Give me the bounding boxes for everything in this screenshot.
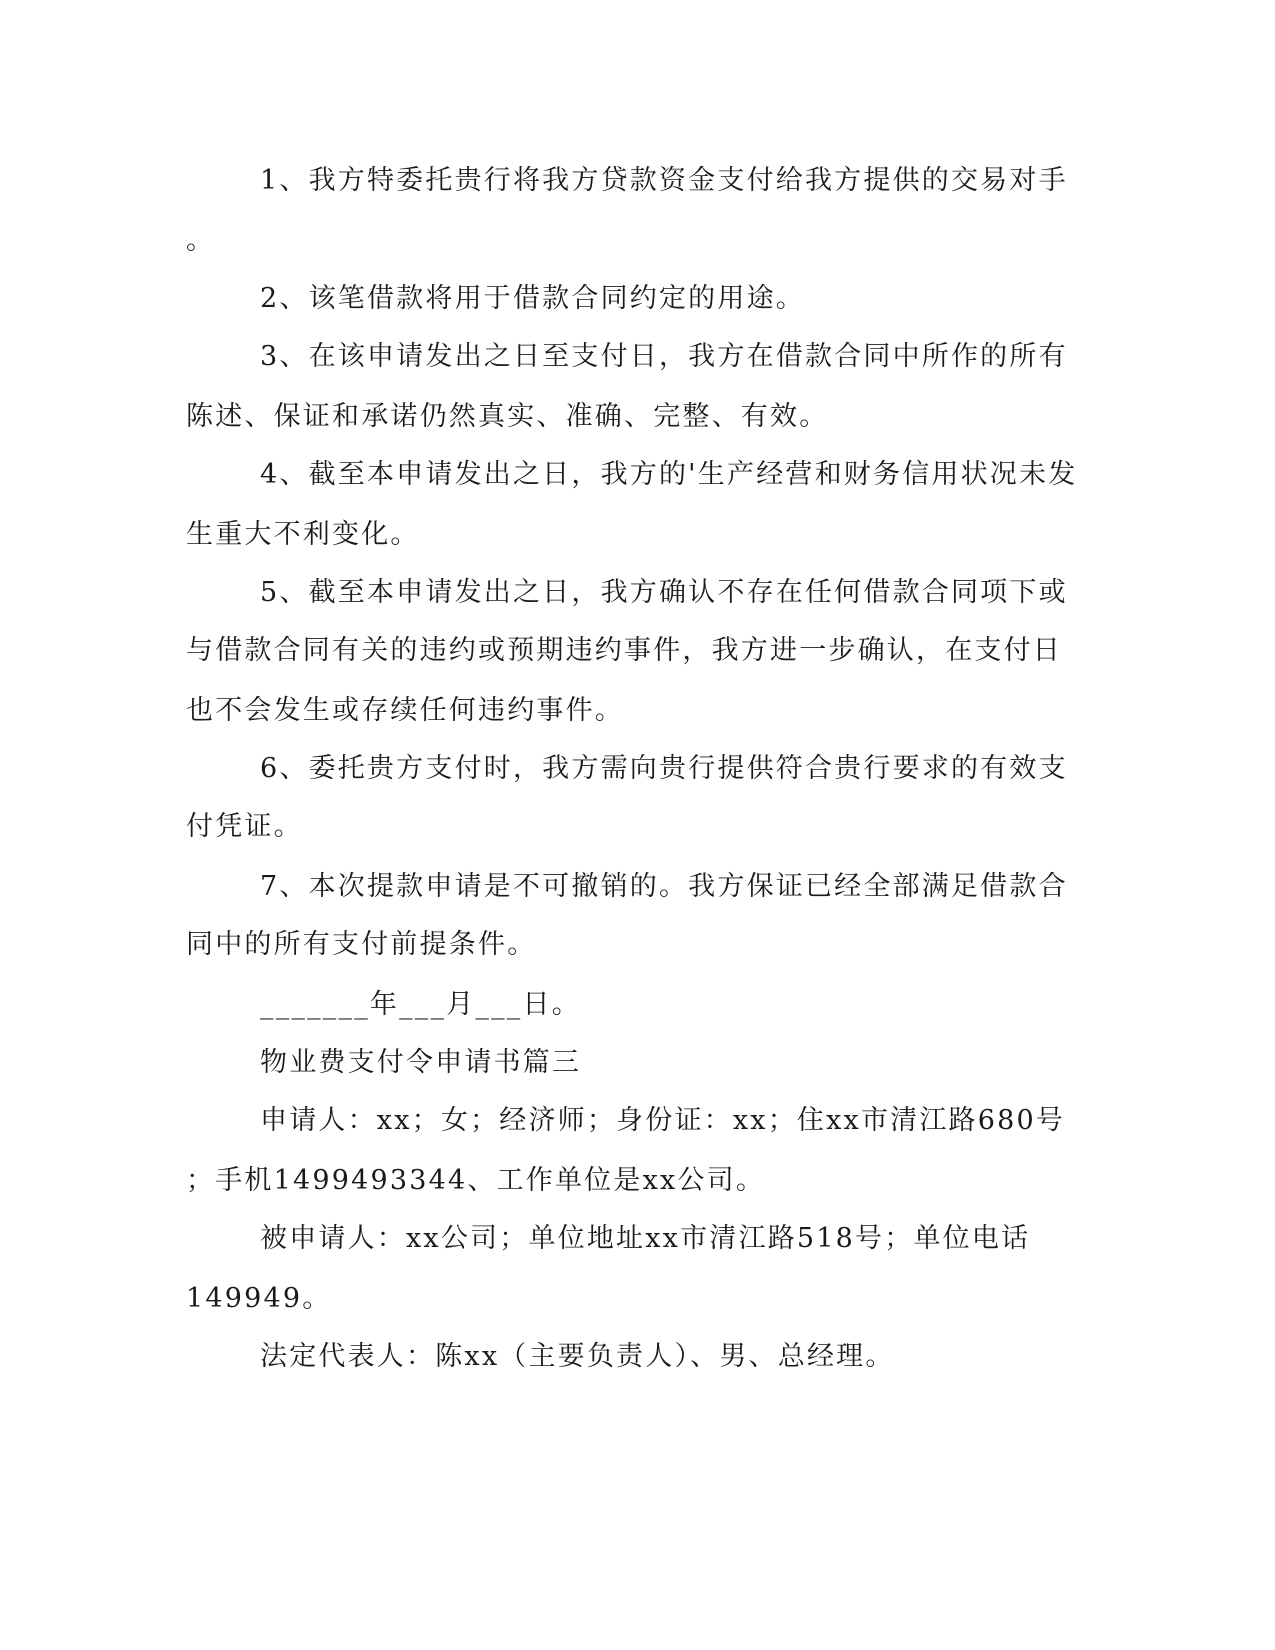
paragraph-item-6-line-1: 6、委托贵方支付时，我方需向贵行提供符合贵行要求的有效支 — [260, 753, 1068, 784]
paragraph-item-5-line-2: 与借款合同有关的违约或预期违约事件，我方进一步确认，在支付日 — [186, 635, 1062, 666]
paragraph-item-5-line-3: 也不会发生或存续任何违约事件。 — [186, 695, 624, 726]
paragraph-item-7-line-1: 7、本次提款申请是不可撤销的。我方保证已经全部满足借款合 — [260, 871, 1068, 902]
paragraph-item-4-line-2: 生重大不利变化。 — [186, 519, 420, 550]
section-heading: 物业费支付令申请书篇三 — [260, 1047, 582, 1078]
applicant-line-1: 申请人：xx；女；经济师；身份证：xx；住xx市清江路680号 — [260, 1105, 1066, 1136]
applicant-line-2: ；手机1499493344、工作单位是xx公司。 — [186, 1165, 766, 1196]
paragraph-item-7-line-2: 同中的所有支付前提条件。 — [186, 929, 537, 960]
paragraph-item-6-line-2: 付凭证。 — [186, 811, 303, 842]
paragraph-item-4-line-1: 4、截至本申请发出之日，我方的'生产经营和财务信用状况未发 — [260, 459, 1078, 490]
paragraph-item-2: 2、该笔借款将用于借款合同约定的用途。 — [260, 283, 805, 314]
paragraph-item-3-line-2: 陈述、保证和承诺仍然真实、准确、完整、有效。 — [186, 401, 829, 432]
respondent-line-1: 被申请人：xx公司；单位地址xx市清江路518号；单位电话 — [260, 1223, 1031, 1254]
paragraph-item-3-line-1: 3、在该申请发出之日至支付日，我方在借款合同中所作的所有 — [260, 341, 1068, 372]
date-line: _______年___月___日。 — [260, 989, 581, 1020]
legal-representative-line: 法定代表人：陈xx（主要负责人）、男、总经理。 — [260, 1341, 895, 1372]
paragraph-item-1-line-2: 。 — [186, 225, 216, 256]
paragraph-item-1-line-1: 1、我方特委托贵行将我方贷款资金支付给我方提供的交易对手 — [260, 165, 1068, 196]
respondent-line-2: 149949。 — [186, 1283, 332, 1314]
paragraph-item-5-line-1: 5、截至本申请发出之日，我方确认不存在任何借款合同项下或 — [260, 577, 1068, 608]
